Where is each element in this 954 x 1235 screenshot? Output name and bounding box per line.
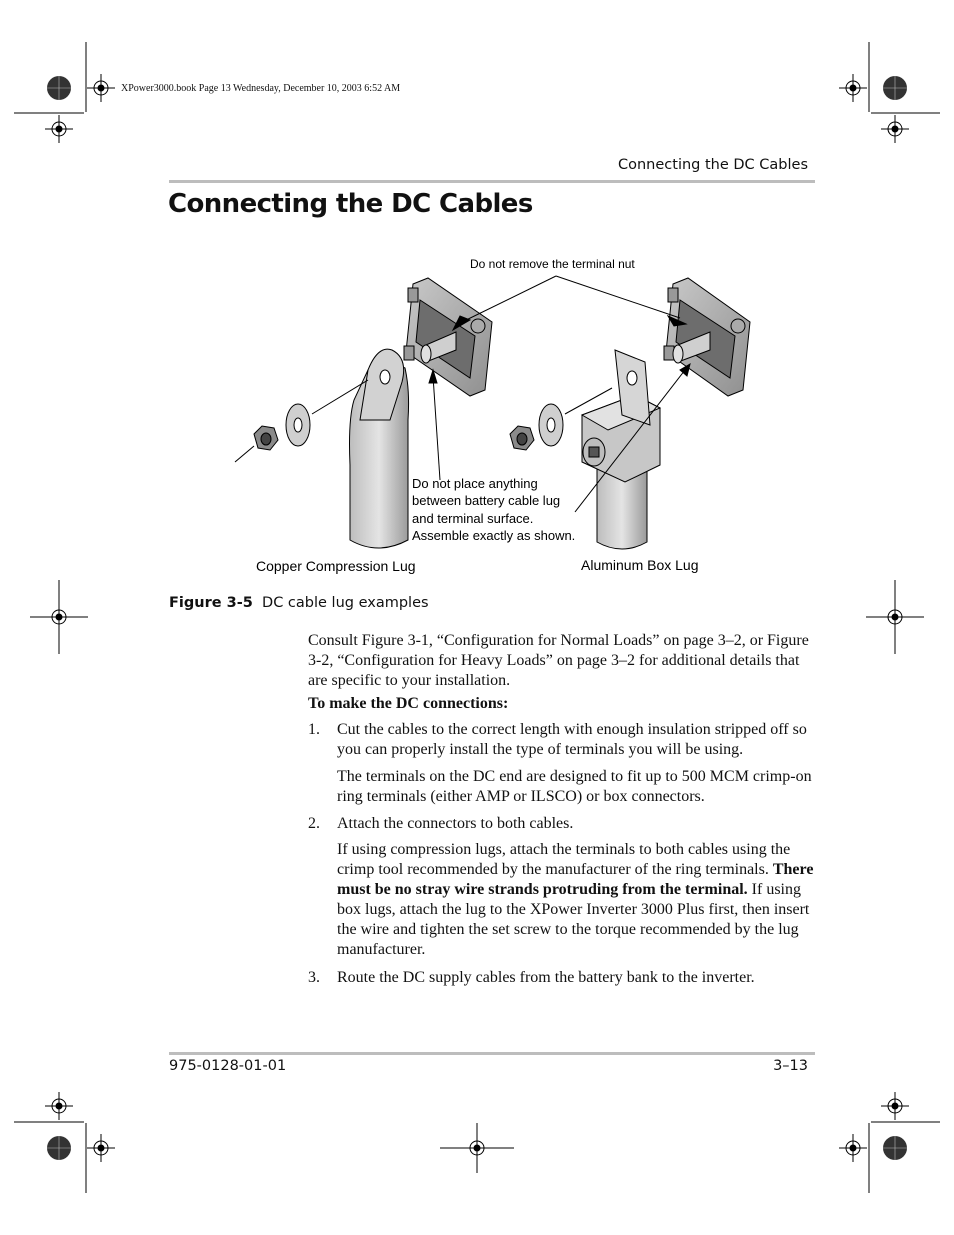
dc-cable-lug-figure bbox=[230, 250, 770, 590]
nut-left bbox=[254, 426, 278, 450]
callout-place-line-1: Do not place anything bbox=[412, 476, 538, 491]
copper-compression-lug bbox=[350, 349, 409, 548]
step-2-note-b: If using box lugs, attach the lug to the XPower Inverter 3000 Plus first, then insert the wire and tighten the set screw to the torque recommended by the lug manufacturer. bbox=[337, 881, 810, 958]
procedure-heading: To make the DC connections: bbox=[308, 695, 509, 712]
step-2-text: Attach the connectors to both cables. bbox=[337, 815, 574, 832]
aluminum-box-lug bbox=[582, 350, 660, 549]
step-1-text: Cut the cables to the correct length with enough insulation stripped off so you can properly install the type of terminals you will be using. bbox=[337, 721, 807, 758]
callout-place-line-3: and terminal surface. bbox=[412, 511, 534, 526]
step-2-note bbox=[308, 840, 820, 960]
step-1-note-text: The terminals on the DC end are designed to fit up to 500 MCM crimp-on ring terminals (either AMP or ILSCO) or box connectors. bbox=[337, 768, 812, 805]
terminal-block-right bbox=[664, 278, 750, 396]
label-aluminum-lug: Aluminum Box Lug bbox=[581, 557, 699, 573]
step-1 bbox=[308, 720, 820, 760]
step-2-note-a: If using compression lugs, attach the terminals to both cables using the crimp tool recommended by the manufacturer of the ring terminals. bbox=[337, 841, 791, 878]
doc-number: 975-0128-01-01 bbox=[169, 1058, 287, 1074]
header-rule bbox=[169, 180, 815, 183]
page-title: Connecting the DC Cables bbox=[168, 189, 533, 219]
footer-rule bbox=[169, 1052, 815, 1055]
book-slug: XPower3000.book Page 13 Wednesday, December 10, 2003 6:52 AM bbox=[121, 83, 401, 94]
step-1-number: 1. bbox=[308, 721, 320, 738]
callout-place-line-4: Assemble exactly as shown. bbox=[412, 528, 576, 543]
step-1-note bbox=[308, 767, 820, 807]
step-2-note-warning: There must be no stray wire strands protruding from the terminal. bbox=[337, 861, 814, 898]
running-header: Connecting the DC Cables bbox=[617, 157, 808, 173]
washer-right bbox=[539, 404, 563, 446]
label-copper-lug: Copper Compression Lug bbox=[256, 558, 416, 574]
step-3-text: Route the DC supply cables from the battery bank to the inverter. bbox=[337, 969, 755, 986]
step-3 bbox=[308, 968, 820, 988]
figure-number: Figure 3-5 bbox=[169, 595, 253, 611]
page-number: 3–13 bbox=[773, 1058, 808, 1074]
step-3-number: 3. bbox=[308, 969, 320, 986]
figure-caption-text: DC cable lug examples bbox=[262, 595, 429, 611]
step-2-number: 2. bbox=[308, 815, 320, 832]
step-2-note-para bbox=[308, 840, 820, 960]
washer-left bbox=[286, 404, 310, 446]
callout-terminal-nut: Do not remove the terminal nut bbox=[470, 257, 635, 271]
step-2 bbox=[308, 814, 820, 834]
intro-paragraph: Consult Figure 3-1, “Configuration for Normal Loads” on page 3–2, or Figure 3-2, “Configuration for Heavy Loads” on page 3–2 for additional details that are specific to your installation. bbox=[308, 632, 809, 689]
nut-right bbox=[510, 426, 534, 450]
callout-place-line-2: between battery cable lug bbox=[412, 493, 561, 508]
figure-caption bbox=[169, 595, 429, 611]
terminal-block-left bbox=[404, 278, 492, 396]
